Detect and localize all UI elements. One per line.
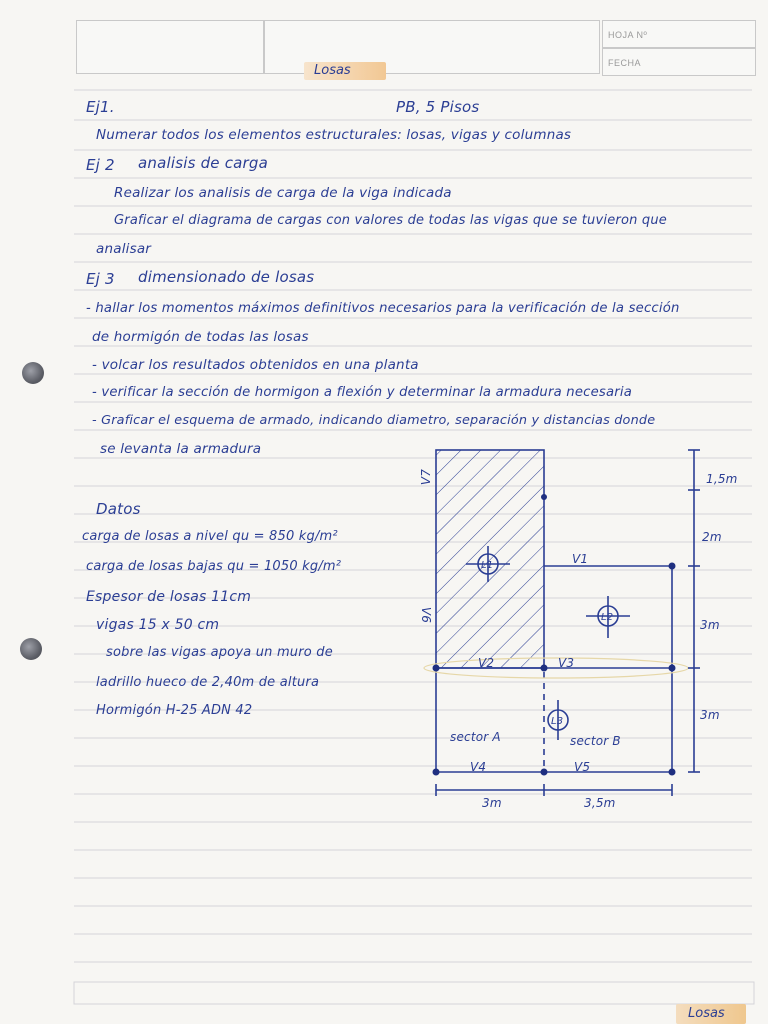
dim-bottom-3m: 3m: [482, 796, 502, 810]
datos-line1: carga de losas a nivel qu = 850 kg/m²: [82, 529, 338, 544]
label-v6: V6: [419, 606, 434, 624]
footer-tab-label: Losas: [688, 1006, 725, 1021]
ej3-line4: - verificar la sección de hormigon a flexión y determinar la armadura necesaria: [92, 385, 633, 400]
dim-3m-upper: 3m: [700, 618, 720, 632]
ej2-title: analisis de carga: [138, 154, 269, 172]
datos-title: Datos: [96, 500, 141, 518]
label-v2: V2: [478, 656, 495, 670]
datos-line5: sobre las vigas apoya un muro de: [106, 645, 333, 660]
ej3-line2: de hormigón de todas las losas: [92, 329, 309, 345]
fecha-label: FECHA: [608, 58, 642, 68]
ej3-line6: se levanta la armadura: [100, 441, 262, 457]
label-v5: V5: [574, 760, 591, 774]
datos-line3: Espesor de losas 11cm: [86, 589, 252, 605]
dim-2m: 2m: [702, 530, 722, 544]
datos-line2: carga de losas bajas qu = 1050 kg/m²: [86, 559, 342, 574]
ej3-label: Ej 3: [86, 270, 115, 288]
ej3-line1: - hallar los momentos máximos definitivos necesarios para la verificación de la sección: [86, 301, 680, 316]
column-dot: [669, 665, 676, 672]
ej1-label: Ej1.: [86, 98, 115, 116]
label-v1: V1: [572, 552, 589, 566]
column-dot: [541, 665, 548, 672]
dim-bottom-3-5m: 3,5m: [584, 796, 616, 810]
ej3-line3: - volcar los resultados obtenidos en una planta: [92, 357, 419, 373]
ej1-text: Numerar todos los elementos estructurales: losas, vigas y columnas: [96, 127, 572, 143]
column-dot: [433, 665, 440, 672]
ej3-line5: - Graficar el esquema de armado, indicando diametro, separación y distancias donde: [92, 413, 656, 428]
column-dot: [669, 769, 676, 776]
ej1-title: PB, 5 Pisos: [396, 98, 480, 116]
ej3-title: dimensionado de losas: [138, 268, 315, 286]
label-v7: V7: [419, 468, 434, 486]
column-dot: [541, 769, 548, 776]
label-v3: V3: [558, 656, 575, 670]
dim-1-5m: 1,5m: [706, 472, 738, 486]
datos-line6: ladrillo hueco de 2,40m de altura: [96, 675, 320, 690]
column-dot: [669, 563, 676, 570]
column-dot: [433, 769, 440, 776]
ej2-line2: Graficar el diagrama de cargas con valores de todas las vigas que se tuvieron que: [114, 213, 667, 228]
label-l3: L3: [551, 716, 564, 727]
ej2-line1: Realizar los analisis de carga de la viga indicada: [114, 185, 452, 201]
datos-line4: vigas 15 x 50 cm: [96, 617, 220, 633]
column-dot: [541, 494, 547, 500]
ej2-label: Ej 2: [86, 156, 115, 174]
label-l2: L2: [601, 612, 614, 623]
label-l1: L1: [481, 560, 494, 571]
sector-a-label: sector A: [450, 730, 501, 744]
ej2-line3: analisar: [96, 241, 152, 257]
hoja-label: HOJA Nº: [608, 30, 648, 40]
datos-line7: Hormigón H-25 ADN 42: [96, 703, 253, 718]
label-v4: V4: [470, 760, 487, 774]
sector-b-label: sector B: [570, 734, 621, 748]
dim-3m-lower: 3m: [700, 708, 720, 722]
tab-title: Losas: [314, 63, 351, 78]
